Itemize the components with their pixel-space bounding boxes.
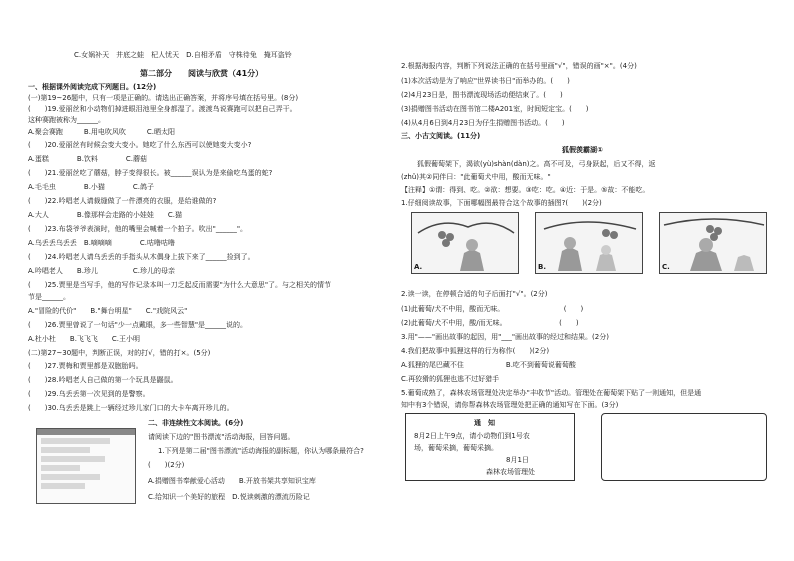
read-q2: 2.读一读，在停顿合适的句子后面打"√"。(2分): [401, 290, 548, 298]
top-option-line: C.女娲补天 井底之蛙 杞人忧天 D.自相矛盾 守株待兔 掩耳盗铃: [74, 51, 292, 59]
section2-title: 二、非连续性文本阅读。(6分): [148, 419, 244, 427]
q20-options: A.蛋糕 B.饮料 C.蘑菇: [28, 155, 148, 163]
notice-date: 8月1日: [506, 456, 529, 464]
nc-q1-options-ab: A.捐赠图书奉献爱心活动 B.开放书架共享知识宝库: [148, 477, 316, 485]
q19-text-cont: 这种赛跑被称为______。: [28, 116, 105, 124]
fox-grapes-image-c: [660, 213, 767, 274]
read-q4-options-c: C.再狡猾的狐狸也逃不过好猎手: [401, 375, 500, 383]
fox-grapes-image-a: [412, 213, 519, 274]
q2-item-3: (3)捐赠图书活动在图书馆二楼A201室，时间短定宝。( ): [401, 105, 589, 113]
section1-title: 一、根据课外阅读完成下列题目。(12分): [28, 83, 157, 91]
read-q2-item-2: (2)此葡萄/犬不中用，酸/而无味。 ( ): [401, 319, 579, 327]
q21-options: A.毛毛虫 B.小猫 C.鸽子: [28, 183, 155, 191]
q22-options: A.大人 B.像那样会走路的小娃娃 C.猫: [28, 211, 183, 219]
read-q5-cont: 知中有3个错误，请你帮森林农场管理处把正确的通知写在下面。(3分): [401, 401, 619, 409]
option-c-label: C.: [662, 263, 670, 271]
q19-options: A.聚会赛跑 B.用电吹风吹 C.晒太阳: [28, 128, 176, 136]
q30-text: ( )30.乌丢丢是跳上一辆经过珍儿家门口的大卡车离开珍儿的。: [28, 404, 234, 412]
q20-text: ( )20.爱丽丝有时候会变大变小。她吃了什么东西可以使她变大变小?: [28, 141, 252, 149]
q2-item-2: (2)4月23日是，图书漂流现场活动便结束了。( ): [401, 91, 563, 99]
q23-options: A.乌丢丢乌丢丢 B.嘀嘀嘀 C.咕噜咕噜: [28, 239, 176, 247]
q29-text: ( )29.乌丢丢第一次见到的是警察。: [28, 390, 150, 398]
illustration-b[interactable]: [535, 212, 643, 274]
nc-q1-options-cd: C.给知识一个美好的旅程 D.悦读刺激的漂流历险记: [148, 493, 310, 501]
read-q3: 3.用"——"画出故事的起因，用"___"画出故事的经过和结果。(2分): [401, 333, 609, 341]
illustration-c[interactable]: [659, 212, 767, 274]
q26-text: ( )26.贾里曾说了一句话"少一点戴眼，多一些智慧"是______说的。: [28, 321, 248, 329]
q2-item-4: (4)从4月6日到4月23日为仔生捐赠图书活动。( ): [401, 119, 565, 127]
poster-row: [41, 447, 90, 453]
nc-q1-text: 1.下列是第二届"图书漂流"活动海报的副标题，你认为哪条最符合?: [158, 447, 364, 455]
poem-title: 狐假羡霸湖①: [562, 146, 603, 154]
option-a-label: A.: [414, 263, 423, 271]
q22-text: ( )22.吟唱老人请裁缝做了一件漂亮的衣服，是给谁做的?: [28, 197, 217, 205]
section3-title: 三、小古文阅读。(11分): [401, 132, 481, 140]
poster-row: [41, 483, 85, 489]
poem-notes: 【注释】①谓：得到、吃。②欲：想要。③吃：吃。④近：于是。⑤故：不能吃。: [401, 186, 650, 194]
option-b-label: B.: [538, 263, 546, 271]
read-q4: 4.我们把故事中狐狸这样的行为称作( )(2分): [401, 347, 550, 355]
part-heading: 第二部分 阅读与欣赏（41分）: [140, 69, 264, 78]
notice-line-2: 场，葡萄采摘，葡萄采摘。: [414, 444, 498, 452]
notice-signature: 森林农场管理处: [486, 468, 535, 476]
illustration-a[interactable]: [411, 212, 519, 274]
poster-header: [37, 429, 135, 435]
q28-text: ( )28.吟唱老人自己做的第一个玩具是鼹鼠。: [28, 376, 178, 384]
q27-text: ( )27.贾梅和贾里都是双胞胎吗。: [28, 362, 143, 370]
poster-row: [41, 465, 80, 471]
sub2-instruction: (二)第27~30题中，判断正误，对的打√，错的打×。(5分): [28, 349, 211, 357]
read-q2-item-1: (1)此葡萄/犬不中用，酸而无味。 ( ): [401, 305, 584, 313]
poster-row: [41, 438, 110, 444]
q2-intro: 2.根据海报内容，判断下列说法正确的在括号里画"√"，错误的画"×"。(4分): [401, 62, 637, 70]
poem-line-1: 狐假葡萄架下，渴欲(yù)shàn(dàn)之。高不可及，弓身跃起，后又不得，返: [417, 160, 656, 168]
read-q4-options-ab: A.狐狸的尾巴藏不住 B.吃不到葡萄说葡萄酸: [401, 361, 576, 369]
read-q5: 5.葡萄成熟了，森林农场管理处决定举办"丰收节"活动。管理处在葡萄架下贴了一则通知，但是通: [401, 389, 702, 397]
q24-options: A.吟唱老人 B.珍儿 C.珍儿的母亲: [28, 267, 176, 275]
sub1-instruction: (一)第19~26题中，只有一项是正确的。请选出正确答案，并将序号填在括号里。(8分): [28, 94, 299, 102]
q26-options: A.杜小杜 B.飞飞飞 C.王小明: [28, 335, 141, 343]
notice-title: 通 知: [474, 419, 495, 427]
q19-text: ( )19.爱丽丝和小动物们掉进眼泪池里全身都湿了。渡渡鸟说赛跑可以把自己弄干。: [28, 105, 297, 113]
noncontinuous-intro: 请阅读下边的"图书漂流"活动海报，回答问题。: [148, 433, 295, 441]
book-drift-poster: [36, 428, 136, 504]
q25-text-cont: 节是______。: [28, 293, 70, 301]
q23-text: ( )23.布袋爷爷表演时，他的嘴里会喊着一个拍子。吹出"______"。: [28, 225, 248, 233]
q24-text: ( )24.吟唱老人请乌丢丢的手指头从木偶身上拔下来了______捡到了。: [28, 253, 255, 261]
read-q1: 1.仔细阅读故事，下面哪幅图最符合这个故事的插图?( )(2分): [401, 199, 602, 207]
fox-grapes-image-b: [536, 213, 643, 274]
q2-item-1: (1)本次活动是为了响应"世界读书日"而举办的。( ): [401, 77, 570, 85]
poster-row: [41, 456, 105, 462]
q21-text: ( )21.爱丽丝吃了蘑菇，脖子变得很长。被______误认为是来偷吃鸟蛋的蛇?: [28, 169, 273, 177]
notice-line-1: 8月2日上午9点，请小动物们到1号农: [414, 432, 530, 440]
poster-row: [41, 474, 100, 480]
answer-box[interactable]: [601, 413, 767, 481]
notice-box: [405, 413, 575, 481]
q25-options: A."冒险的代价" B."舞台明星" C."戏院风云": [28, 307, 188, 315]
nc-q1-score: ( )(2分): [148, 461, 185, 469]
poem-line-2: (zhǔ)其②同伴曰："此葡萄犬中用，酸而无味。": [401, 173, 551, 181]
q25-text: ( )25.贾里是当写手，他的写作记录本叫一刀乏起反而需要"为什么大意思"了。与之相关的情节: [28, 281, 332, 289]
